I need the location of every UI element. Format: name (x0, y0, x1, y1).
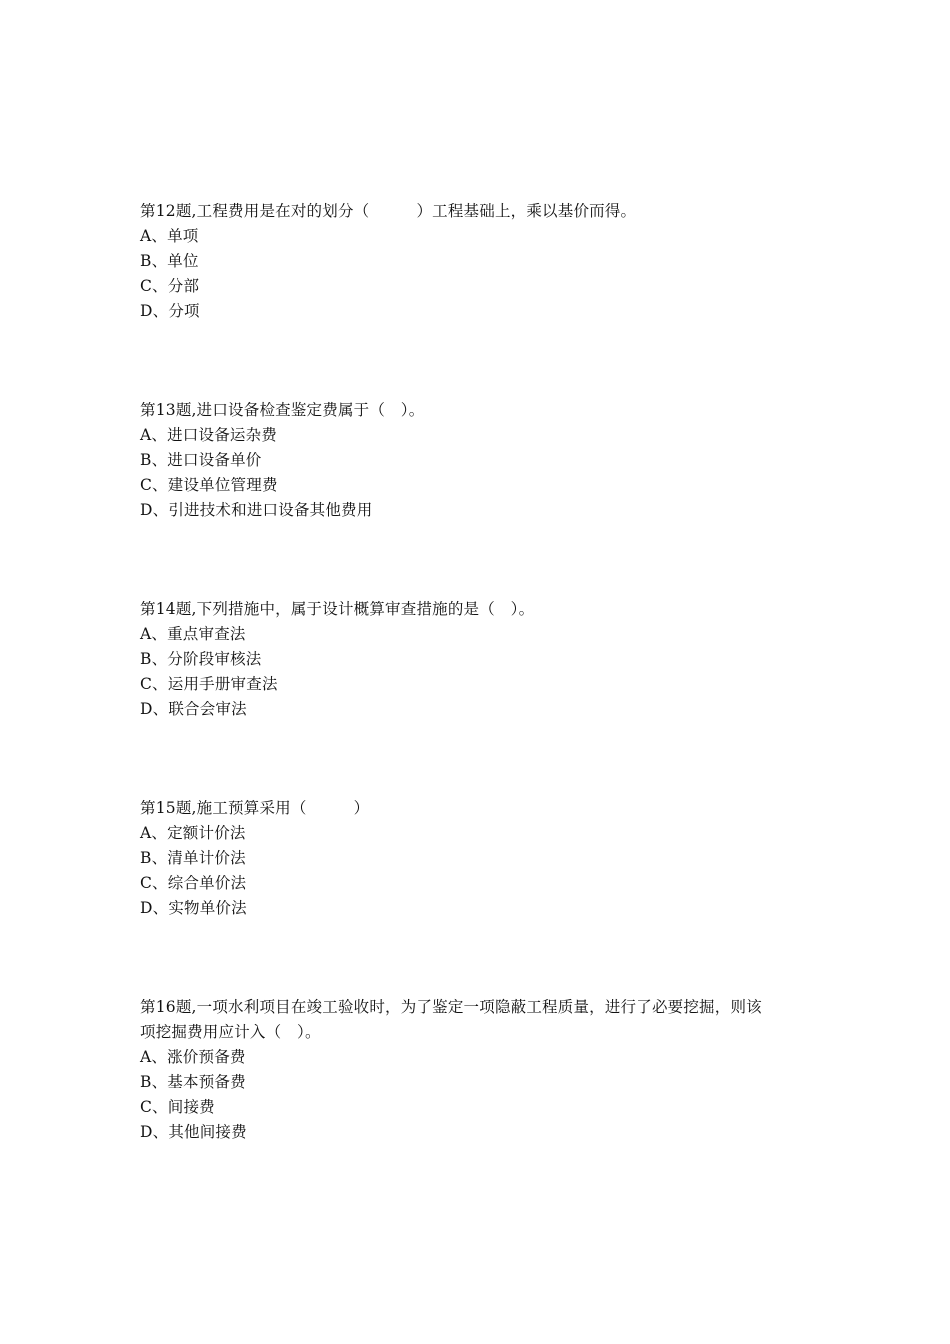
option-a: A、单项 (140, 227, 199, 245)
option-d: D、分项 (140, 302, 200, 320)
question-15 (140, 796, 820, 921)
option-b: B、进口设备单价 (140, 451, 262, 469)
option-a: A、重点审查法 (140, 625, 246, 643)
option-a: A、定额计价法 (140, 824, 246, 842)
option-c: C、运用手册审查法 (140, 675, 278, 693)
option-c: C、分部 (140, 277, 200, 295)
question-stem: 第13题,进口设备检查鉴定费属于（ ）。 (140, 401, 425, 419)
question-12 (140, 199, 820, 324)
question-stem-line-1: 第16题,一项水利项目在竣工验收时，为了鉴定一项隐蔽工程质量，进行了必要挖掘，则该 (140, 998, 762, 1016)
question-16 (140, 995, 820, 1145)
option-a: A、进口设备运杂费 (140, 426, 277, 444)
option-d: D、引进技术和进口设备其他费用 (140, 501, 373, 519)
option-c: C、建设单位管理费 (140, 476, 278, 494)
question-stem-line-2: 项挖掘费用应计入（ ）。 (140, 1023, 321, 1041)
option-d: D、其他间接费 (140, 1123, 247, 1141)
option-b: B、单位 (140, 252, 199, 270)
question-14 (140, 597, 820, 722)
option-d: D、联合会审法 (140, 700, 247, 718)
option-b: B、基本预备费 (140, 1073, 246, 1091)
question-13 (140, 398, 820, 523)
option-b: B、清单计价法 (140, 849, 246, 867)
question-stem: 第15题,施工预算采用（ ） (140, 799, 370, 817)
option-d: D、实物单价法 (140, 899, 247, 917)
option-a: A、涨价预备费 (140, 1048, 246, 1066)
question-stem: 第14题,下列措施中，属于设计概算审查措施的是（ ）。 (140, 600, 535, 618)
question-stem: 第12题,工程费用是在对的划分（ ）工程基础上，乘以基价而得。 (140, 202, 637, 220)
option-c: C、间接费 (140, 1098, 215, 1116)
option-c: C、综合单价法 (140, 874, 247, 892)
option-b: B、分阶段审核法 (140, 650, 262, 668)
